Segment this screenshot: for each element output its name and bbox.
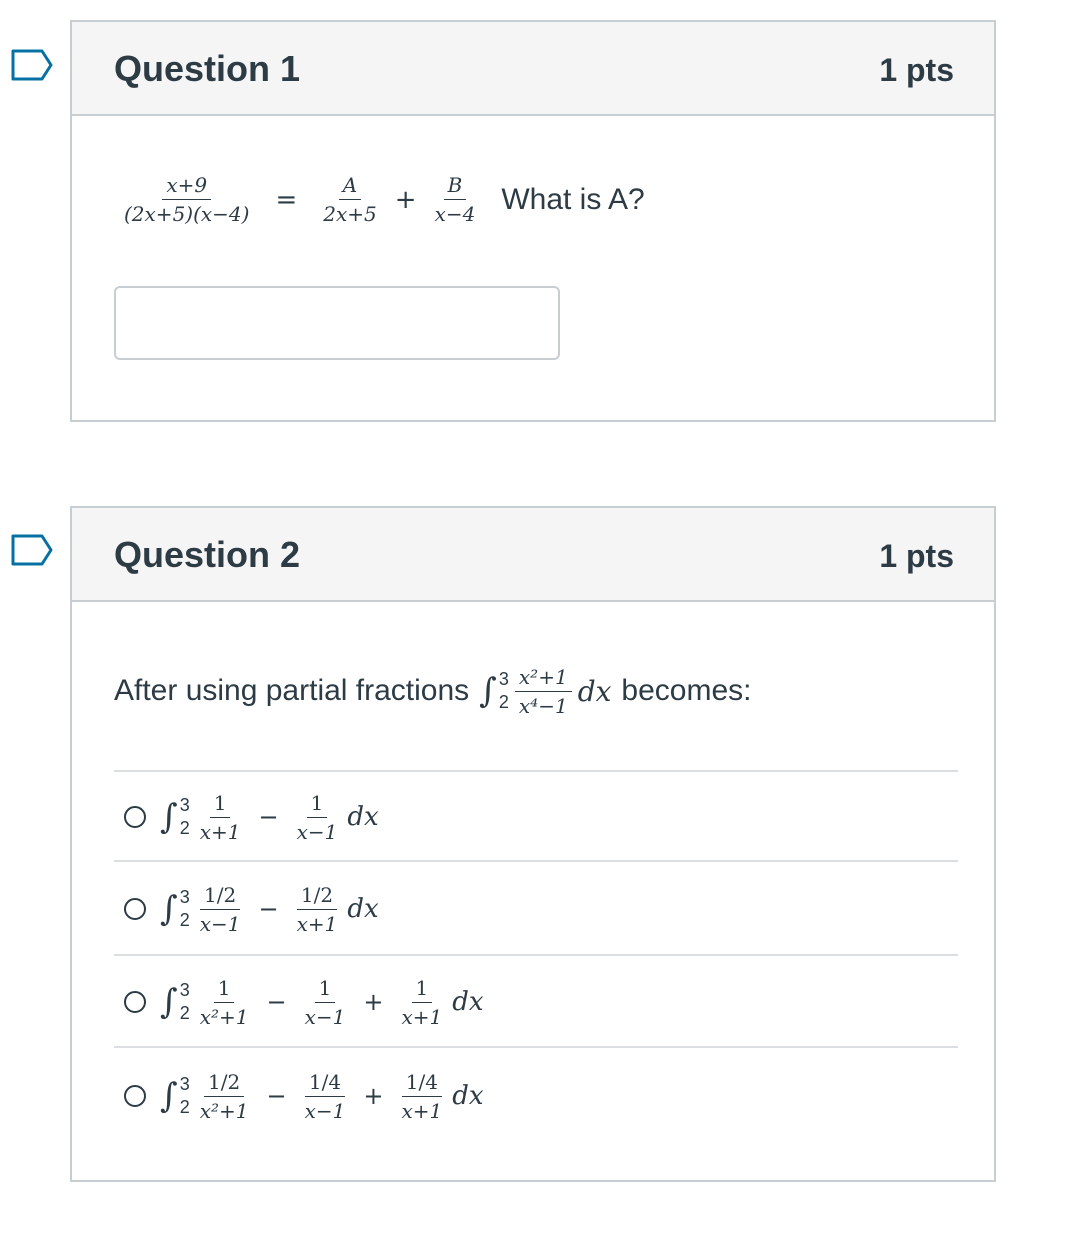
b-denominator: x−4 bbox=[434, 202, 476, 226]
integral-sign-icon: ∫ bbox=[160, 982, 178, 1022]
operator: − bbox=[266, 988, 287, 1016]
fraction-denominator: x−1 bbox=[296, 819, 338, 844]
fraction bbox=[293, 884, 342, 935]
equals-sign: = bbox=[275, 184, 298, 215]
integral-sign-icon: ∫ bbox=[160, 889, 178, 929]
integral-sign-icon: ∫ bbox=[160, 1076, 178, 1116]
integral-sign-icon: ∫ bbox=[160, 797, 178, 837]
integral-upper: 3 bbox=[498, 669, 509, 689]
fraction-numerator: 1 bbox=[315, 977, 336, 1003]
option-dx: dx bbox=[452, 987, 484, 1017]
integrand-numerator: x²+1 bbox=[515, 666, 572, 692]
option-integral bbox=[160, 1074, 190, 1118]
a-denominator: 2x+5 bbox=[323, 202, 377, 226]
option-expression bbox=[160, 1048, 484, 1144]
integral-lower: 2 bbox=[498, 692, 509, 712]
fraction bbox=[398, 1071, 447, 1122]
answer-option[interactable] bbox=[114, 860, 958, 954]
lhs-fraction bbox=[120, 174, 253, 225]
option-integral bbox=[160, 980, 190, 1024]
question-2-prompt bbox=[114, 656, 751, 726]
radio-button[interactable] bbox=[124, 898, 146, 920]
integral-lower: 2 bbox=[179, 1003, 190, 1023]
answer-option[interactable] bbox=[114, 954, 958, 1046]
lhs-denominator: (2x+5)(x−4) bbox=[124, 202, 250, 226]
fraction-numerator: 1/4 bbox=[305, 1071, 345, 1097]
integral-upper: 3 bbox=[179, 980, 190, 1000]
fraction-numerator: 1 bbox=[210, 792, 231, 818]
operator: − bbox=[266, 1082, 287, 1110]
fraction-denominator: x+1 bbox=[401, 1098, 443, 1123]
fraction-denominator: x−1 bbox=[304, 1098, 346, 1123]
option-expression bbox=[160, 862, 379, 956]
option-expression bbox=[160, 956, 484, 1048]
integral-lower: 2 bbox=[179, 1097, 190, 1117]
question-2-points: 1 pts bbox=[879, 538, 954, 574]
question-1-card bbox=[70, 20, 996, 422]
fraction bbox=[196, 884, 245, 935]
operator: + bbox=[363, 1082, 384, 1110]
fraction-denominator: x+1 bbox=[296, 911, 338, 936]
question-2-card bbox=[70, 506, 996, 1182]
option-integral bbox=[160, 887, 190, 931]
prompt-dx: dx bbox=[577, 674, 612, 708]
fraction-denominator: x²+1 bbox=[199, 1004, 249, 1029]
option-expression bbox=[160, 772, 379, 862]
flag-question-2-icon[interactable] bbox=[10, 533, 54, 567]
answer-option[interactable] bbox=[114, 1046, 958, 1142]
fraction-numerator: 1 bbox=[214, 977, 235, 1003]
option-dx: dx bbox=[452, 1081, 484, 1111]
fraction bbox=[196, 1071, 253, 1122]
fraction bbox=[398, 977, 447, 1028]
radio-button[interactable] bbox=[124, 1085, 146, 1107]
integral-upper: 3 bbox=[179, 887, 190, 907]
option-dx: dx bbox=[347, 802, 379, 832]
operator: + bbox=[363, 988, 384, 1016]
question-1-title: Question 1 bbox=[114, 48, 301, 89]
question-1-equation bbox=[114, 174, 645, 225]
option-integral bbox=[160, 795, 190, 839]
integrand-denominator: x⁴−1 bbox=[518, 693, 568, 718]
question-1-prompt: What is A? bbox=[501, 182, 645, 216]
integral-sign-icon: ∫ bbox=[479, 671, 497, 711]
a-fraction bbox=[319, 174, 381, 225]
fraction-numerator: 1 bbox=[412, 977, 433, 1003]
prompt-integral bbox=[479, 669, 509, 713]
fraction-numerator: 1 bbox=[307, 792, 328, 818]
radio-button[interactable] bbox=[124, 991, 146, 1013]
fraction bbox=[301, 1071, 350, 1122]
fraction-denominator: x+1 bbox=[199, 819, 241, 844]
fraction-denominator: x+1 bbox=[401, 1004, 443, 1029]
integral-lower: 2 bbox=[179, 910, 190, 930]
fraction-denominator: x²+1 bbox=[199, 1098, 249, 1123]
question-1-points: 1 pts bbox=[879, 52, 954, 88]
plus-sign: + bbox=[394, 184, 417, 215]
prompt-text-before: After using partial fractions bbox=[114, 674, 470, 707]
fraction bbox=[301, 977, 350, 1028]
lhs-numerator: x+9 bbox=[162, 174, 211, 200]
fraction-numerator: 1/2 bbox=[200, 884, 240, 910]
fraction-numerator: 1/2 bbox=[297, 884, 337, 910]
flag-question-1-icon[interactable] bbox=[10, 48, 54, 82]
b-numerator: B bbox=[444, 174, 467, 200]
fraction bbox=[196, 792, 245, 843]
option-dx: dx bbox=[347, 894, 379, 924]
prompt-text-after: becomes: bbox=[621, 674, 752, 707]
integral-upper: 3 bbox=[179, 1074, 190, 1094]
operator: − bbox=[258, 803, 279, 831]
question-2-header bbox=[72, 508, 994, 602]
prompt-integrand bbox=[515, 666, 572, 717]
question-2-title: Question 2 bbox=[114, 534, 301, 575]
fraction bbox=[293, 792, 342, 843]
radio-button[interactable] bbox=[124, 806, 146, 828]
b-fraction bbox=[431, 174, 480, 225]
fraction-numerator: 1/2 bbox=[204, 1071, 244, 1097]
fraction bbox=[196, 977, 253, 1028]
fraction-denominator: x−1 bbox=[199, 911, 241, 936]
integral-lower: 2 bbox=[179, 818, 190, 838]
a-numerator: A bbox=[339, 174, 361, 200]
fraction-denominator: x−1 bbox=[304, 1004, 346, 1029]
integral-upper: 3 bbox=[179, 795, 190, 815]
fraction-numerator: 1/4 bbox=[402, 1071, 442, 1097]
operator: − bbox=[258, 895, 279, 923]
answer-input[interactable] bbox=[114, 286, 560, 360]
answer-option[interactable] bbox=[114, 770, 958, 860]
question-1-header bbox=[72, 22, 994, 116]
